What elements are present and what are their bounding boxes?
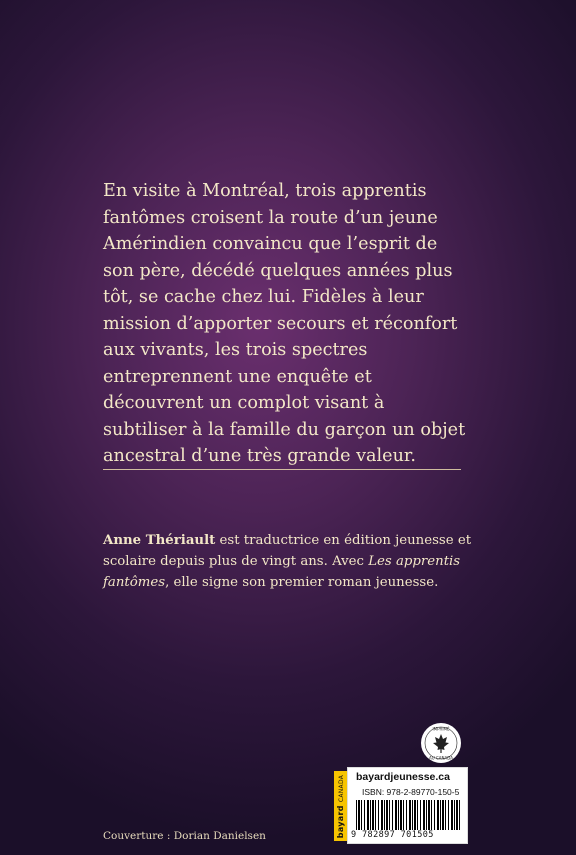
barcode-digits: 9 782897 701505	[351, 830, 434, 840]
publisher-website: bayardjeunesse.ca	[356, 771, 450, 783]
bio-text-2: , elle signe son premier roman jeunesse.	[165, 575, 439, 590]
barcode-bars	[356, 800, 460, 830]
divider-line	[103, 469, 461, 470]
isbn-label: ISBN: 978-2-89770-150-5	[362, 787, 460, 797]
bio-text-1: est traductrice en édition jeunesse et scolaire depuis plus de vingt ans. Avec	[103, 533, 472, 569]
seal-top-text: IMPRIMÉ	[432, 726, 450, 732]
bayard-country: CANADA	[338, 774, 346, 802]
author-bio	[103, 530, 483, 593]
author-name: Anne Thériault	[103, 533, 216, 548]
cover-credit: Couverture : Dorian Danielsen	[103, 830, 266, 842]
seal-bottom-text: AU CANADA	[429, 755, 453, 761]
bayard-brand: bayard	[336, 804, 346, 838]
book-title: Les apprentis fantômes	[103, 554, 461, 590]
printed-in-canada-seal-icon	[420, 722, 462, 764]
back-cover-blurb: En visite à Montréal, trois apprentis fantômes croisent la route d’un jeune Amérindien convaincu que l’esprit de son père, décédé quelques années plus tôt, se cache chez lui. Fidèles à leur mission d’apporter secours et réconfort aux vivants, les trois spectres entreprennent une enquête et découvrent un complot visant à subtiliser à la famille du garçon un objet ancestral d’une très grande valeur.	[103, 181, 466, 466]
bayard-logo	[334, 771, 348, 841]
